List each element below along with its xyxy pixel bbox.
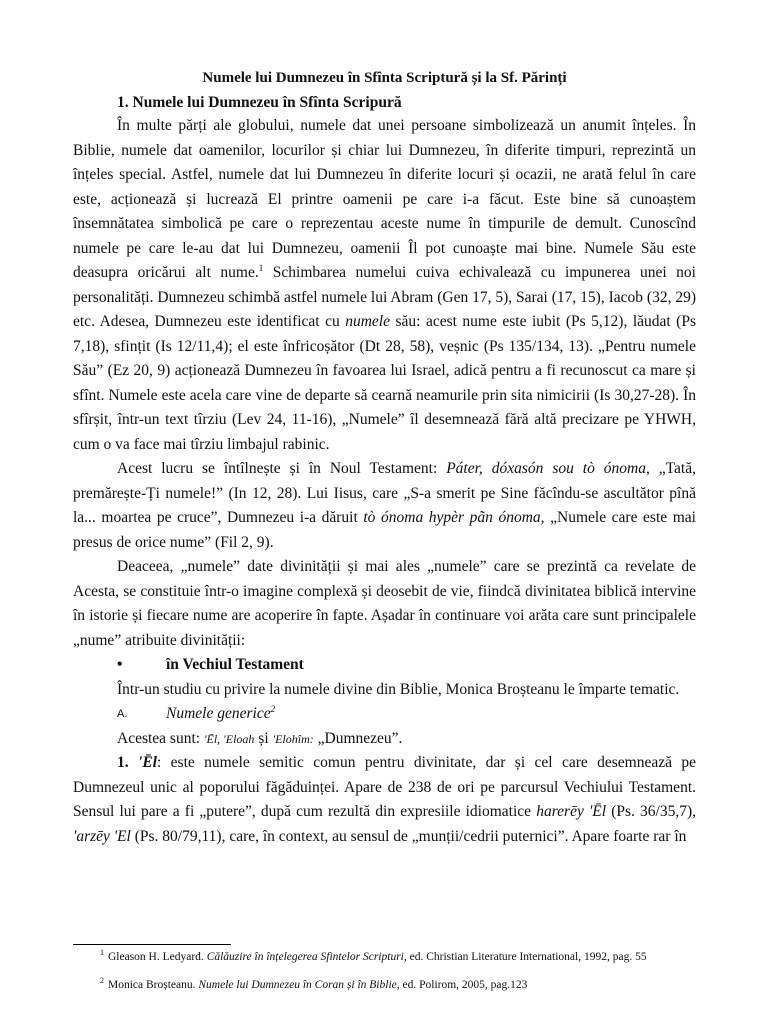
paragraph-new-testament bbox=[73, 457, 696, 555]
footnote-text: Gleason H. Ledyard. bbox=[108, 951, 207, 963]
subsection-letter: A. bbox=[117, 708, 128, 720]
subsection-a bbox=[73, 702, 696, 727]
bold-italic-term: 'Ēl bbox=[138, 754, 157, 771]
document-page bbox=[73, 68, 696, 849]
text-run: „Dumnezeu”. bbox=[313, 729, 403, 747]
italic-term: 'arzēy 'El bbox=[73, 827, 131, 845]
subsection-title-text: Numele generice bbox=[166, 705, 271, 722]
text-run: Schimbarea numelui cuiva echivalează cu impunerea unei noi personalități. Dumnezeu schimbă astfel numele lui Abram (Gen 17, 5), Sarai (17, 15), Iacob (32, 29) etc. Adesea, Dumnezeu este identificat cu bbox=[73, 264, 696, 330]
subsection-title bbox=[166, 702, 275, 727]
footnote-divider bbox=[73, 944, 231, 945]
footnote-ref-2[interactable]: 2 bbox=[270, 703, 276, 714]
italic-term: 'Elohîm: bbox=[272, 731, 314, 746]
bullet-icon: • bbox=[117, 656, 123, 673]
footnotes bbox=[100, 947, 696, 1003]
footnote-ref-1[interactable]: 1 bbox=[258, 262, 264, 273]
text-run: Acest lucru se întîlnește și în Noul Testament: bbox=[117, 460, 447, 477]
section-heading: 1. Numele lui Dumnezeu în Sfînta Scripură bbox=[117, 94, 402, 111]
footnote-2 bbox=[100, 975, 696, 995]
text-run: (Ps. 36/35,7), bbox=[606, 803, 696, 820]
paragraph-names: Deaceea, „numele” date divinității și mai ales „numele” care se prezintă ca revelate de Acesta, se constituie într-o imagine complexă și deosebit de vie, fiindcă divinitatea biblică intervine în istorie și fiecare nume are acoperire în fapte. Așadar în continuare voi arăta care sunt principalele „nume” atribuite divinității: bbox=[73, 558, 696, 649]
footnote-text: Monica Broșteanu. bbox=[108, 979, 199, 991]
bullet-item bbox=[73, 653, 696, 678]
footnote-title: Numele lui Dumnezeu în Coran și în Biblie, bbox=[198, 979, 400, 991]
footnote-text: ed. Christian Literature International, 1992, pag. 55 bbox=[406, 951, 647, 963]
text-run: : este numele semitic comun pentru divinitate, dar și cel care desemnează pe Dumnezeul unic al poporului făgăduinței. Apare de 238 de ori pe parcursul Vechiului Testament. Sensul lui pare a fi „putere”, după cum rezultă din expresiile idiomatice bbox=[73, 754, 696, 820]
text-run: și bbox=[254, 729, 273, 747]
item-number: 1. bbox=[117, 754, 129, 771]
italic-greek-quote: Páter, dóxasón sou tò ónoma, bbox=[446, 460, 650, 477]
italic-term: numele bbox=[345, 313, 390, 330]
document-title: Numele lui Dumnezeu în Sfînta Scriptură și la Sf. Părinți bbox=[202, 70, 567, 86]
text-run: În multe părți ale globului, numele dat unei persoane simbolizează un anumit înțeles. În Biblie, numele dat oamenilor, locurilor și chiar lui Dumnezeu, în diferite timpuri, reprezintă un înțeles special. Astfel, numele dat lui Dumnezeu în diferite locuri și ocazii, ne arată felul în care este, acționează și lucrează El printre oamenii pe care i-a făcut. Este bine să cunoaștem însemnătatea simbolică pe care o reprezentau aceste nume în timpurile de demult. Cunoscînd numele pe care le-au dat lui Dumnezeu, oamenii Îl pot cunoaște mai bine. Numele Său este deasupra oricărui alt nume. bbox=[73, 117, 696, 281]
footnote-title: Călăuzire în înțelegerea Sfintelor Scripturi, bbox=[206, 951, 407, 963]
paragraph-el bbox=[73, 751, 696, 849]
text-run: (Ps. 80/79,11), care, în context, au sensul de „munții/cedrii puternici”. Apare foarte rar în bbox=[130, 827, 687, 845]
text-run: „Tată, premărește-Ți numele!” (In 12, 28). Lui Iisus, care „S-a smerit pe Sine făcîndu-se ascultător pînă la... moartea pe cruce”, Dumnezeu i-a dăruit bbox=[73, 460, 696, 526]
footnote-1 bbox=[100, 947, 696, 967]
paragraph-study: Într-un studiu cu privire la numele divine din Biblie, Monica Broșteanu le împarte tematic. bbox=[117, 680, 680, 698]
text-run: „Numele care este mai presus de orice nume” (Fil 2, 9). bbox=[73, 509, 696, 551]
italic-term: 'Ēl, 'Eloah bbox=[203, 731, 255, 746]
bullet-text: în Vechiul Testament bbox=[166, 656, 304, 673]
text-run: Acestea sunt: bbox=[117, 729, 204, 747]
italic-term: harerēy 'Ēl bbox=[536, 803, 607, 820]
footnote-number: 1 bbox=[100, 948, 104, 958]
paragraph-intro bbox=[73, 114, 696, 457]
footnote-text: ed. Polirom, 2005, pag.123 bbox=[399, 979, 528, 991]
italic-greek-quote: tò ónoma hypèr pãn ónoma, bbox=[363, 509, 545, 526]
text-run: său: acest nume este iubit (Ps 5,12), lăudat (Ps 7,18), sfințit (Is 12/11,4); el este înfricoșător (Dt 28, 58), veșnic (Ps 135/134, 13). „Pentru numele Său” (Ez 20, 9) acționează Dumnezeu în favoarea lui Israel, adică pentru a fi recunoscut ca mare și sfînt. Numele este acela care vine de departe să cearnă neamurile prin sita nimicirii (Is 30,27-28). În sfîrșit, într-un text tîrziu (Lev 24, 11-16), „Numele” îl desemnează fără altă precizare pe YHWH, cum o va face mai tîrziu limbajul rabinic. bbox=[73, 313, 696, 453]
paragraph-generic-names bbox=[73, 727, 696, 752]
footnote-number: 2 bbox=[100, 976, 104, 986]
